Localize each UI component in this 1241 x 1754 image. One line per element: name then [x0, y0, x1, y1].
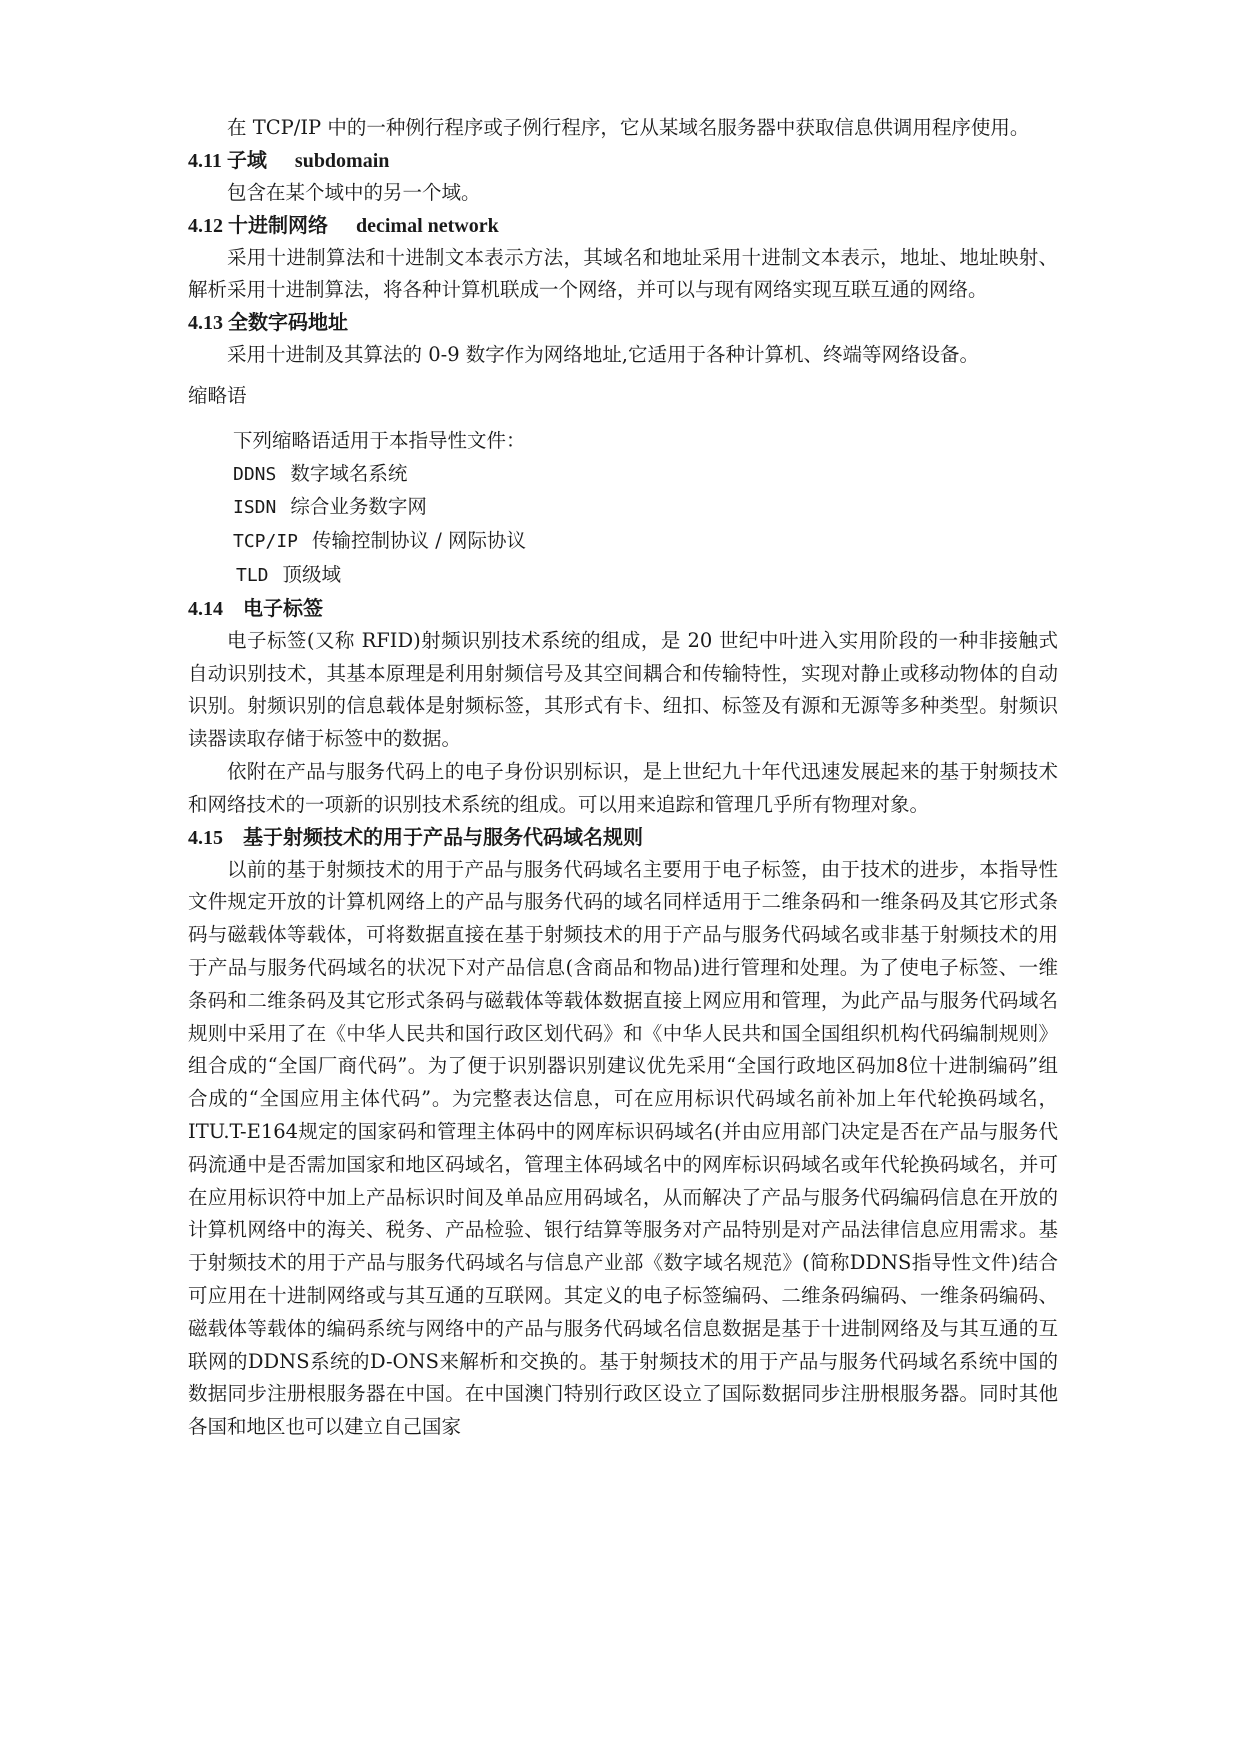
section-4-15-body: 以前的基于射频技术的用于产品与服务代码域名主要用于电子标签，由于技术的进步，本指导性文件规定开放的计算机网络上的产品与服务代码的域名同样适用于二维条码和一维条码及其它形式条码与磁载体等载体，可将数据直接在基于射频技术的用于产品与服务代码域名或非基于射频技术的用于产品与服务代码域名的状况下对产品信息(含商品和物品)进行管理和处理。为了使电子标签、一维条码和二维条码及其它形式条码与磁载体等载体数据直接上网应用和管理，为此产品与服务代码域名规则中采用了在《中华人民共和国行政区划代码》和《中华人民共和国全国组织机构代码编制规则》组合成的“全国厂商代码”。为了便于识别器识别建议优先采用“全国行政地区码加8位十进制编码”组合成的“全国应用主体代码”。为完整表达信息，可在应用标识代码域名前补加上年代轮换码域名，ITU.T-E164规定的国家码和管理主体码中的网库标识码域名(并由应用部门决定是否在产品与服务代码流通中是否需加国家和地区码域名，管理主体码域名中的网库标识码域名或年代轮换码域名，并可在应用标识符中加上产品标识时间及单品应用码域名，从而解决了产品与服务代码编码信息在开放的计算机网络中的海关、税务、产品检验、银行结算等服务对产品特别是对产品法律信息应用需求。基于射频技术的用于产品与服务代码域名与信息产业部《数字域名规范》(简称DDNS指导性文件)结合可应用在十进制网络或与其互通的互联网。其定义的电子标签编码、二维条码编码、一维条码编码、磁载体等载体的编码系统与网络中的产品与服务代码域名信息数据是基于十进制网络及与其互通的互联网的DDNS系统的D-ONS来解析和交换的。基于射频技术的用于产品与服务代码域名系统中国的数据同步注册根服务器在中国。在中国澳门特别行政区设立了国际数据同步注册根服务器。同时其他各国和地区也可以建立自己国家: [188, 857, 1058, 1439]
abbreviation-item: [233, 491, 1058, 525]
abbreviations-title: 缩略语: [188, 383, 247, 407]
resolver-definition: 在 TCP/IP 中的一种例行程序或子例行程序，它从某域名服务器中获取信息供调用程序使用。: [227, 116, 1030, 139]
abbreviation-code: TCP/IP: [233, 531, 299, 553]
abbreviation-code: DDNS: [233, 463, 277, 485]
section-4-14-body-1: 电子标签(又称 RFID)射频识别技术系统的组成，是 20 世纪中叶进入实用阶段的一种非接触式自动识别技术，其基本原理是利用射频信号及其空间耦合和传输特性，实现对静止或移动物体的自动识别。射频识别的信息载体是射频标签，其形式有卡、纽扣、标签及有源和无源等多种类型。射频识读器读取存储于标签中的数据。: [188, 628, 1058, 751]
section-4-11-title: 4.11 子域: [188, 149, 267, 172]
abbreviation-meaning: 数字域名系统: [290, 461, 408, 485]
abbreviation-item: [233, 525, 1058, 559]
section-4-11-body: 包含在某个域中的另一个域。: [227, 180, 481, 204]
document-page: [188, 112, 1058, 1444]
abbreviation-list: [188, 458, 1058, 593]
abbreviation-meaning: 传输控制协议 / 网际协议: [312, 529, 526, 553]
abbreviation-item: [233, 458, 1058, 492]
abbreviation-code: TLD: [236, 564, 269, 586]
section-4-12-title: 4.12 十进制网络: [188, 214, 328, 237]
section-4-13-body: 采用十进制及其算法的 0-9 数字作为网络地址,它适用于各种计算机、终端等网络设备。: [227, 343, 979, 367]
abbreviation-item: [236, 559, 1058, 593]
section-4-14-heading: 4.14 电子标签: [188, 597, 323, 620]
section-4-12-heading: [188, 210, 1058, 242]
section-4-11-english: subdomain: [294, 149, 390, 172]
abbreviations-intro: 下列缩略语适用于本指导性文件：: [233, 428, 526, 452]
section-4-12-english: decimal network: [356, 214, 499, 237]
section-4-11-heading: [188, 145, 1058, 177]
section-4-13-heading: 4.13 全数字码地址: [188, 312, 348, 335]
abbreviation-code: ISDN: [233, 497, 277, 519]
abbreviation-meaning: 顶级域: [282, 562, 342, 586]
section-4-15-heading: 4.15 基于射频技术的用于产品与服务代码域名规则: [188, 826, 643, 849]
section-4-12-body: 采用十进制算法和十进制文本表示方法，其域名和地址采用十进制文本表示，地址、地址映射、解析采用十进制算法，将各种计算机联成一个网络，并可以与现有网络实现互联互通的网络。: [188, 245, 1058, 302]
section-4-14-body-2: 依附在产品与服务代码上的电子身份识别标识，是上世纪九十年代迅速发展起来的基于射频技术和网络技术的一项新的识别技术系统的组成。可以用来追踪和管理几乎所有物理对象。: [188, 759, 1058, 816]
abbreviation-meaning: 综合业务数字网: [290, 495, 427, 519]
